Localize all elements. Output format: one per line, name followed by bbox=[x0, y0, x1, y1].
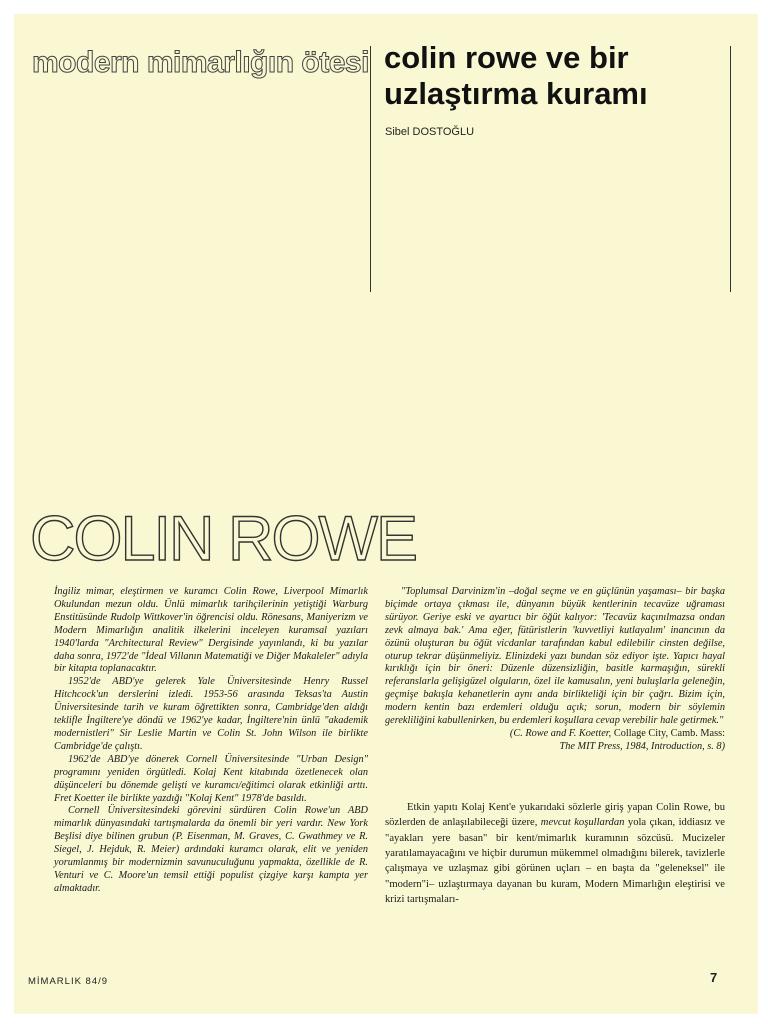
quote-citation bbox=[385, 728, 725, 754]
body-text-start: Etkin yapıtı Kolaj Kent'e yukarıdaki sözlerle giriş yapan Colin Rowe, bu sözlerden de anlaşılabileceği üzere, bbox=[385, 801, 725, 829]
biography-column bbox=[54, 586, 368, 896]
title-line-2: uzlaştırma kuramı bbox=[384, 76, 648, 111]
section-kicker: modern mimarlığın ötesi bbox=[32, 46, 369, 79]
epigraph-quote: "Toplumsal Darvinizm'in –doğal seçme ve en güçlünün yaşaması– bir başka biçimde ortaya çıkması ile, dünyanın büyük kentlerinin tecavüze uğraması sürüyor. Geriye eski ve ayartıcı bir öğüt kalıyor: 'Tecavüz kaçınılmazsa ondan zevk almaya bak.' Ama eğer, fütüristlerin 'kuvvetliyi kutlayalım' inancının da özünü oluşturan bu öğüt vicdanlar tarafından kabul edilebilir cinsten değilse, oturup tekrar düşünmeliyiz. Elinizdeki yazı bundan söz ediyor işte. Yapıcı hayal kırıklığı için bir öneri: Düzenle düzensizliğin, basitle karmaşığın, sürekli referanslarla gelişigüzel olguların, özel ile kamusalın, yeni buluşlarla geleneğin, geçmişe bakışla kehanetlerin aynı anda birlikteliği için bir çağrı. Bizim için, modern kentin bazı erdemleri olduğu açık; sorun, modern bir söylemin gerekliliğini kabullenirken, bu erdemleri koşullara cevap verebilir hale getirmek." bbox=[385, 586, 725, 727]
citation-publisher: The MIT Press, 1984, Introduction, s. 8) bbox=[559, 740, 725, 752]
body-text-emphasis: mevcut koşullardan bbox=[540, 817, 625, 829]
page-number: 7 bbox=[710, 970, 718, 985]
magazine-page bbox=[14, 14, 758, 1014]
article-title bbox=[384, 40, 648, 112]
magazine-issue-label: MİMARLIK 84/9 bbox=[28, 976, 109, 987]
subject-name-heading: COLIN ROWE bbox=[30, 504, 417, 574]
article-column bbox=[385, 586, 725, 908]
header-right-rule bbox=[730, 46, 731, 292]
header-divider bbox=[370, 46, 371, 292]
citation-title: Collage City, Camb. Mass: bbox=[613, 727, 725, 739]
bio-paragraph-2: 1952'de ABD'ye gelerek Yale Üniversitesinde Henry Russel Hitchcock'un derslerini izledi. 1953-56 arasında Teksas'ta Austin Üniversitesinde tarih ve kuram öğrettikten sonra, Cambridge'den aldığı teklifle İngiltere'ye döndü ve 1962'ye kadar, İngiltere'nin ünlü "akademik modernistleri" Sir Leslie Martin ve Colin St. John Wilson ile birlikte Cambridge'de çalıştı. bbox=[54, 676, 368, 752]
citation-authors: (C. Rowe and F. Koetter, bbox=[509, 727, 612, 739]
bio-paragraph-1: İngiliz mimar, eleştirmen ve kuramcı Colin Rowe, Liverpool Mimarlık Okulundan mezun oldu. Ünlü mimarlık tarihçilerinin yetiştiği Warburg Enstitüsünde Rudolp Wittkover'in öğrencisi oldu. Rönesans, Maniyerizm ve Modern Mimarlığın analitik ilkelerini inceleyen kuramsal yazıları 1940'larda "Architectural Review" Dergisinde yayınlandı, ki bu yazılar daha sonra, 1972'de "İdeal Villanın Matematiği ve Diğer Makaleler" adıyla bir kitapta toplanacaktır. bbox=[54, 586, 368, 675]
author-byline: Sibel DOSTOĞLU bbox=[385, 126, 475, 138]
body-text-rest: yola çıkan, iddiasız ve "ayakları yere basan" bir kent/mimarlık kuramının sözcüsü. Mucizeler yaratılamayacağını ve hiçbir durumun mükemmel olmadığını bilerek, tavizlerle çalışmaya ve uzlaşmaz gibi görünen uçları – en başta da "geleneksel" ile "modern"i– uzlaştırmaya dayanan bu kuram, Modern Mimarlığın eleştirisi ve krizi tartışmaları- bbox=[385, 817, 725, 906]
title-line-1: colin rowe ve bir bbox=[384, 40, 629, 75]
article-body-paragraph bbox=[385, 800, 725, 908]
bio-paragraph-4: Cornell Üniversitesindeki görevini sürdüren Colin Rowe'un ABD mimarlık dünyasındaki tartışmalarda da önemli bir yeri vardır. New York Beşlisi diye bilinen grubun (P. Eisenman, M. Graves, C. Gwathmey ve R. Siegel, J. Hejduk, R. Meier) ardındaki kuramcı olarak, elit ve yeniden yorumlanmış bir modernizmin savunuculuğunu yapmakta, özellikle de R. Venturi ve C. Moore'un temsil ettiği populist çizgiye karşı kampta yer almaktadır. bbox=[54, 805, 368, 894]
bio-paragraph-3: 1962'de ABD'ye dönerek Cornell Üniversitesinde "Urban Design" programını yeniden örgütledi. Kolaj Kent kitabında özetlenecek olan düşünceleri bu dönemde gelişti ve kuramcı/eğitimci olarak etkinliği arttı. Fret Koetter ile birlikte yazdığı "Kolaj Kent" 1978'de basıldı. bbox=[54, 753, 368, 804]
